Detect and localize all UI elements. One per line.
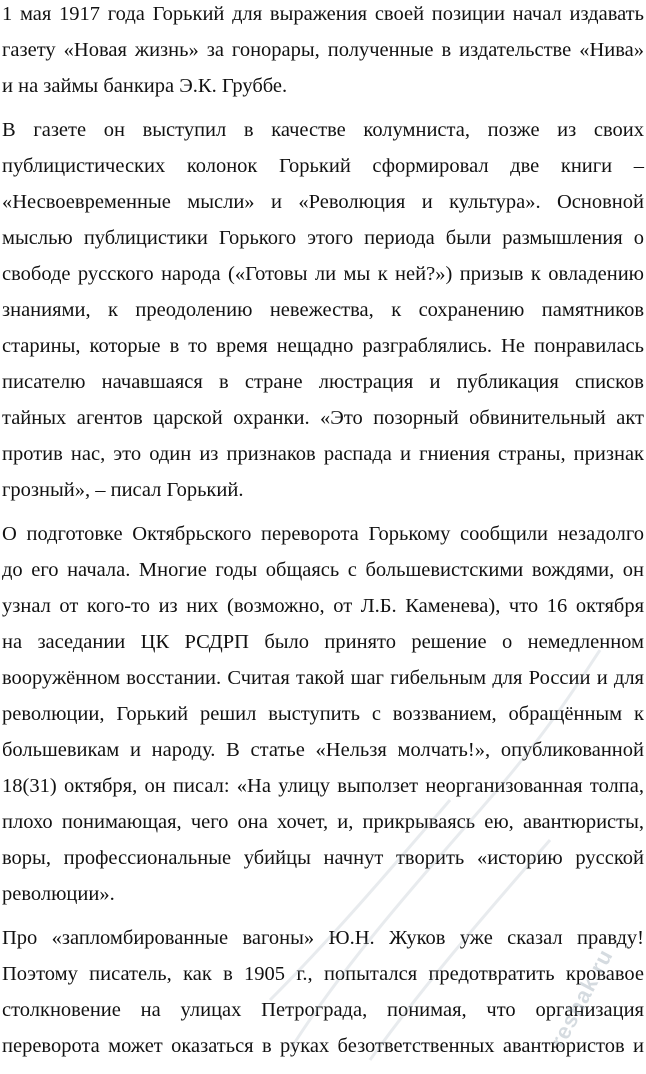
text-line: и на займы банкира Э.К. Груббе. [2,75,288,97]
text-line: до его начала. Многие годы общаясь с большевистскими вождями, он [2,559,644,581]
text-line: свободе русского народа («Готовы ли мы к ней?») призыв к овладению [2,263,644,285]
text-line: мыслью публицистики Горького этого периода были размышления о [2,227,644,249]
text-line: В газете он выступил в качестве колумниста, позже из своих [2,119,644,141]
watermark-text: reshak.ru [545,944,618,1052]
text-line: старины, которые в то время нещадно разграблялись. Не понравилась [2,335,644,357]
text-line: переворота может оказаться в руках безответственных авантюристов и [2,1035,644,1057]
text-line: 1 мая 1917 года Горький для выражения своей позиции начал издавать [2,3,644,25]
text-line: «Несвоевременные мысли» и «Революция и культура». Основной [2,191,644,213]
text-line: Про «запломбированные вагоны» Ю.Н. Жуков уже сказал правду! [2,927,644,949]
text-line: революции». [2,883,115,905]
text-line: грозный», – писал Горький. [2,479,244,501]
text-line: 18(31) октября, он писал: «На улицу выползет неорганизованная толпа, [2,775,644,797]
text-line: против нас, это один из признаков распада и гниения страны, признак [2,443,644,465]
text-line: большевикам и народу. В статье «Нельзя молчать!», опубликованной [2,739,644,761]
text-line: вооружённом восстании. Считая такой шаг гибельным для России и для [2,667,644,689]
text-line: на заседании ЦК РСДРП было принято решение о немедленном [2,631,644,653]
text-line: Поэтому писатель, как в 1905 г., попытался предотвратить кровавое [2,963,644,985]
text-line: тайных агентов царской охранки. «Это позорный обвинительный акт [2,407,644,429]
text-line: О подготовке Октябрьского переворота Горькому сообщили незадолго [2,523,644,545]
text-line: знаниями, к преодолению невежества, к сохранению памятников [2,299,644,321]
text-line: столкновение на улицах Петрограда, понимая, что организация [2,999,644,1021]
text-line: воры, профессиональные убийцы начнут творить «историю русской [2,847,644,869]
text-line: узнал от кого-то из них (возможно, от Л.Б. Каменева), что 16 октября [2,595,644,617]
text-line: писателю начавшаяся в стране люстрация и публикация списков [2,371,644,393]
text-line: революции, Горький решил выступить с воззванием, обращённым к [2,703,644,725]
text-line: публицистических колонок Горький сформировал две книги – [2,155,644,177]
text-line: плохо понимающая, чего она хочет, и, прикрываясь ею, авантюристы, [2,811,644,833]
text-line: газету «Новая жизнь» за гонорары, полученные в издательстве «Нива» [2,39,644,61]
